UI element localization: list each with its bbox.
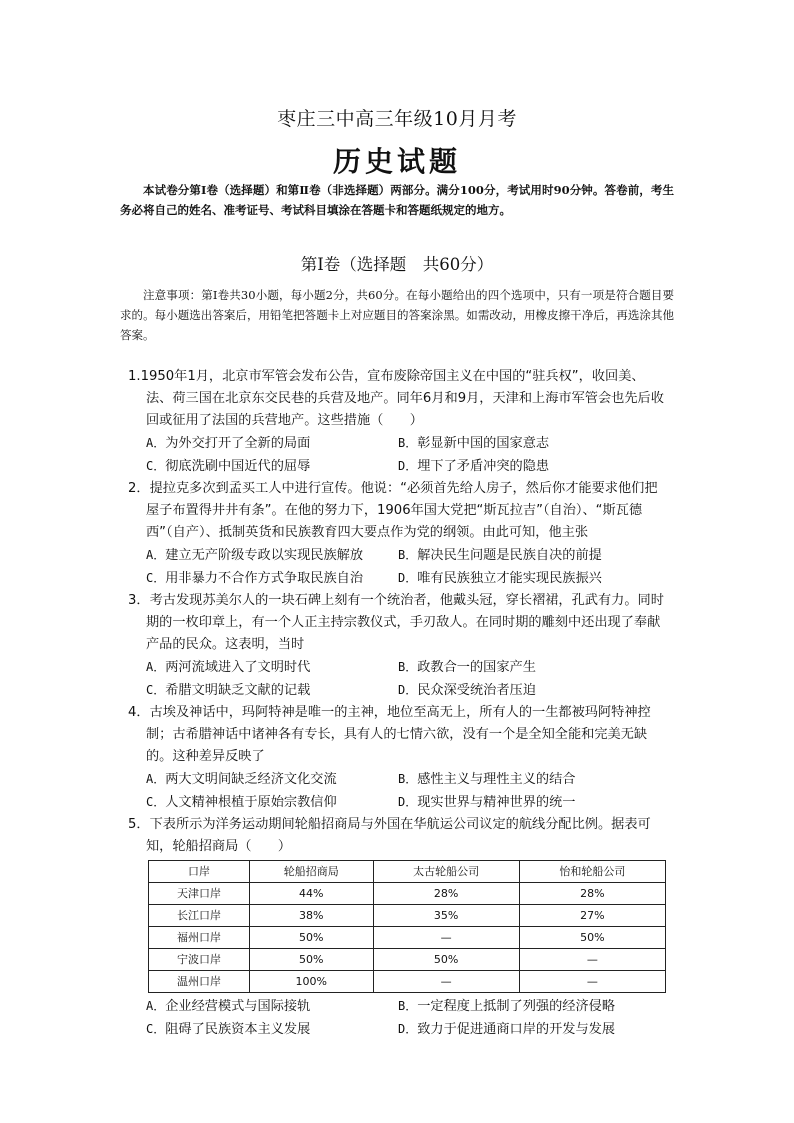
table-cell: — [373,927,519,949]
table-cell: 天津口岸 [149,883,250,905]
option-label: C． [146,571,166,585]
option-text: 民众深受统治者压迫 [417,683,536,698]
question-5 [128,814,668,1041]
option-text: 希腊文明缺乏文献的记载 [165,683,311,698]
option-label: A． [146,436,166,450]
option-a[interactable] [146,544,398,567]
option-text: 彻底洗刷中国近代的屈辱 [165,459,311,474]
option-label: C． [146,459,166,473]
option-b[interactable] [398,768,650,791]
option-text: 建立无产阶级专政以实现民族解放 [165,548,364,563]
table-header-row [149,861,666,883]
table-header: 口岸 [149,861,250,883]
table-cell: 50% [373,949,519,971]
question-stem [128,702,668,768]
options [128,544,668,590]
options [128,656,668,702]
question-text: 考古发现苏美尔人的一块石碑上刻有一个统治者，他戴头冠，穿长褶裙，孔武有力。同时期的一枚印章上，有一个人正主持宗教仪式，手刃敌人。在同时期的雕刻中还出现了奉献产品的民众。这表明，当时 [146,593,664,652]
question-stem [128,590,668,656]
option-label: A． [146,660,166,674]
table-header: 轮船招商局 [249,861,373,883]
section-notice: 注意事项：第Ⅰ卷共30小题，每小题2分，共60分。在每小题给出的四个选项中，只有一项是符合题目要求的。每小题选出答案后，用铅笔把答题卡上对应题目的答案涂黑。如需改动，用橡皮擦干净后，再选涂其他答案。 [120,288,674,342]
option-c[interactable] [146,1018,398,1041]
exam-intro: 本试卷分第Ⅰ卷（选择题）和第Ⅱ卷（非选择题）两部分。满分100分，考试用时90分钟。答卷前，考生务必将自己的姓名、准考证号、考试科目填涂在答题卡和答题纸规定的地方。 [120,183,674,217]
table-cell: 长江口岸 [149,905,250,927]
option-label: B． [398,436,418,450]
question-text: 提拉克多次到孟买工人中进行宣传。他说：“必须首先给人房子，然后你才能要求他们把屋子布置得井井有条”。在他的努力下，1906年国大党把“斯瓦拉吉”（自治）、“斯瓦德西”（自产）、抵制英货和民族教育四大要点作为党的纲领。由此可知，他主张 [146,481,658,540]
section-title: 第Ⅰ卷（选择题 共60分） [300,255,494,274]
table-cell: — [519,971,665,993]
option-c[interactable] [146,679,398,702]
table-header: 怡和轮船公司 [519,861,665,883]
question-text: 下表所示为洋务运动期间轮船招商局与外国在华航运公司议定的航线分配比例。据表可知，轮船招商局（ ） [146,817,651,854]
option-label: D． [398,683,418,697]
school-title: 枣庄三中高三年级10月月考 [277,108,517,130]
option-text: 致力于促进通商口岸的开发与发展 [417,1022,616,1037]
option-d[interactable] [398,679,650,702]
table-cell: 28% [373,883,519,905]
option-text: 一定程度上抵制了列强的经济侵略 [417,999,616,1014]
table-cell: 50% [519,927,665,949]
option-a[interactable] [146,432,398,455]
table-cell: 27% [519,905,665,927]
option-b[interactable] [398,995,650,1018]
option-text: 解决民生问题是民族自决的前提 [417,548,602,563]
option-text: 阻碍了民族资本主义发展 [165,1022,311,1037]
question-3 [128,590,668,702]
table-cell: 50% [249,927,373,949]
question-number: 2． [128,481,150,496]
question-number: 3． [128,593,150,608]
table-cell: 28% [519,883,665,905]
option-b[interactable] [398,544,650,567]
option-text: 用非暴力不合作方式争取民族自治 [165,571,364,586]
option-label: B． [398,772,418,786]
option-c[interactable] [146,455,398,478]
option-c[interactable] [146,567,398,590]
question-number: 4． [128,705,150,720]
option-d[interactable] [398,791,650,814]
route-allocation-table [148,860,666,993]
option-text: 现实世界与精神世界的统一 [417,795,576,810]
option-text: 两大文明间缺乏经济文化交流 [165,772,337,787]
question-number: 1. [128,369,141,384]
option-label: C． [146,795,166,809]
option-label: C． [146,1022,166,1036]
option-a[interactable] [146,995,398,1018]
option-label: D． [398,459,418,473]
question-text: 古埃及神话中，玛阿特神是唯一的主神，地位至高无上，所有人的一生都被玛阿特神控制；古希腊神话中诸神各有专长，具有人的七情六欲，没有一个是全知全能和完美无缺的。这种差异反映了 [146,705,651,764]
table-row [149,949,666,971]
table-cell: — [373,971,519,993]
option-d[interactable] [398,455,650,478]
question-text: 1950年1月，北京市军管会发布公告，宣布废除帝国主义在中国的“驻兵权”，收回美、法、荷三国在北京东交民巷的兵营及地产。同年6月和9月，天津和上海市军管会也先后收回或征用了法国的兵营地产。这些措施（ ） [140,369,664,428]
option-text: 彰显新中国的国家意志 [417,436,550,451]
question-stem [128,366,668,432]
options [128,432,668,478]
option-text: 企业经营模式与国际接轨 [165,999,311,1014]
option-label: D． [398,1022,418,1036]
question-4 [128,702,668,814]
subject-title: 历史试题 [332,145,461,178]
question-stem [128,478,668,544]
question-number: 5． [128,817,150,832]
table-cell: 100% [249,971,373,993]
question-2 [128,478,668,590]
option-label: A． [146,548,166,562]
question-list [128,366,668,1041]
option-text: 唯有民族独立才能实现民族振兴 [417,571,602,586]
option-text: 政教合一的国家产生 [417,660,536,675]
option-label: C． [146,683,166,697]
options [128,768,668,814]
option-label: B． [398,660,418,674]
table-cell: 35% [373,905,519,927]
table-row [149,927,666,949]
table-row [149,883,666,905]
table-cell: 38% [249,905,373,927]
option-text: 人文精神根植于原始宗教信仰 [165,795,337,810]
table-row [149,905,666,927]
option-b[interactable] [398,656,650,679]
option-c[interactable] [146,791,398,814]
table-row [149,971,666,993]
table-cell: 50% [249,949,373,971]
option-a[interactable] [146,768,398,791]
option-text: 为外交打开了全新的局面 [165,436,311,451]
option-text: 两河流域进入了文明时代 [165,660,311,675]
option-d[interactable] [398,1018,650,1041]
option-b[interactable] [398,432,650,455]
option-text: 感性主义与理性主义的结合 [417,772,576,787]
option-label: D． [398,571,418,585]
question-1 [128,366,668,478]
option-label: A． [146,999,166,1013]
option-d[interactable] [398,567,650,590]
option-a[interactable] [146,656,398,679]
table-cell: 福州口岸 [149,927,250,949]
table-cell: — [519,949,665,971]
options [128,995,668,1041]
table-cell: 温州口岸 [149,971,250,993]
option-label: B． [398,999,418,1013]
table-header: 太古轮船公司 [373,861,519,883]
table-cell: 宁波口岸 [149,949,250,971]
question-stem [128,814,668,858]
option-text: 埋下了矛盾冲突的隐患 [417,459,550,474]
option-label: D． [398,795,418,809]
option-label: B． [398,548,418,562]
option-label: A． [146,772,166,786]
table-cell: 44% [249,883,373,905]
